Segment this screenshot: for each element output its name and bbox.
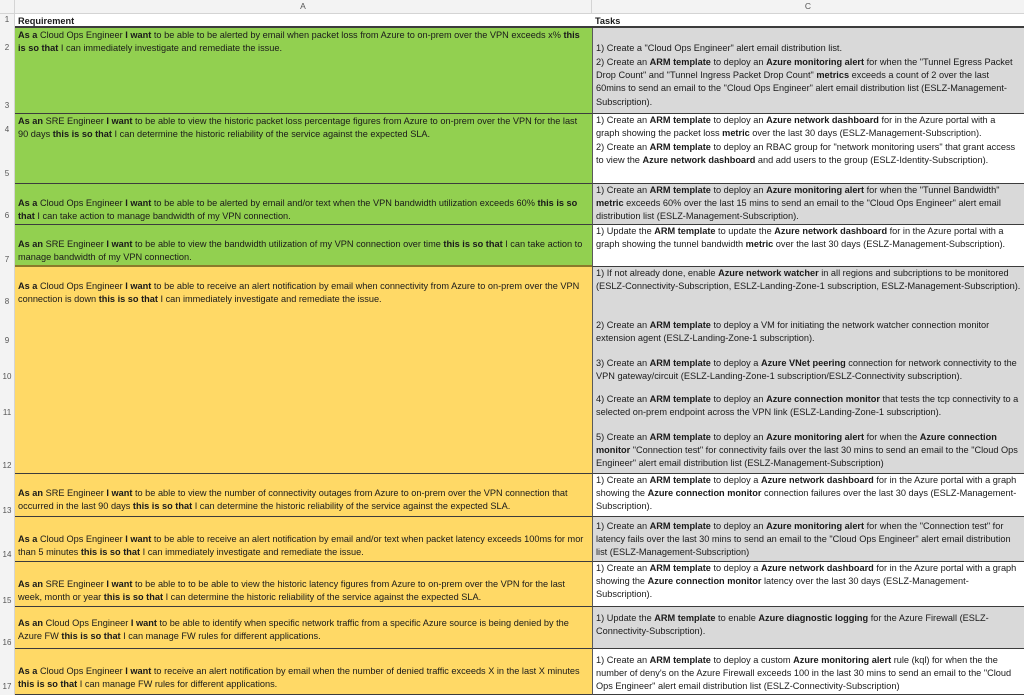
tasks-cell[interactable] (592, 114, 1024, 184)
row-number[interactable]: 3 (0, 101, 14, 110)
row-number[interactable]: 10 (0, 372, 14, 381)
task-item: 1) Create an ARM template to deploy a Azure network dashboard for in the Azure portal with a graph showing the Azure connection monitor connection failures over the last 30 days (ESLZ-Management-Subscription). (596, 475, 1017, 512)
task-item: 2) Create an ARM template to deploy an RBAC group for "network monitoring users" that grant access to view the Azure network dashboard and add users to the group (ESLZ-Identity-Subscription). (596, 142, 1016, 166)
task-item: 1) Create an ARM template to deploy a custom Azure monitoring alert rule (kql) for when the the number of deny's on the Azure Firewall exceeds 100 in the last 30 mins to send an email to the "Cloud Ops Engineer" alert email distribution list (ESLZ-Connectivity-Subscription) (596, 655, 1012, 692)
requirement-text: As a Cloud Ops Engineer I want to be able to be alerted by email and/or text when the VPN bandwidth utilization exceeds 60% this is so that I can take action to manage bandwidth of my VPN connection. (18, 198, 578, 222)
row-number[interactable]: 6 (0, 211, 14, 220)
task-item: 1) Create an ARM template to deploy an Azure monitoring alert for when the "Connection test" for latency fails over the last 30 mins to send an email to the "Cloud Ops Engineer" alert email distribution list (ESLZ-Management-Subscription) (596, 521, 1011, 558)
row-number[interactable]: 9 (0, 336, 14, 345)
task-item: 1) Create an ARM template to deploy an Azure monitoring alert for when the "Tunnel Bandwidth" metric exceeds 60% over the last 15 mins to send an email to the "Cloud Ops Engineer" alert email distribution list (ESLZ-Management-Subscription). (596, 185, 1001, 222)
task-item: 2) Create an ARM template to deploy a VM for initiating the network watcher connection monitor extension agent (ESLZ-Landing-Zone-1 subscription). (596, 320, 990, 344)
requirement-cell[interactable] (15, 28, 592, 114)
requirement-text: As an SRE Engineer I want to be able to view the historic packet loss percentage figures from Azure to on-prem over the VPN for the last 90 days this is so that I can determine the historic reliability of the service against the expected SLA. (18, 116, 578, 140)
requirement-text: As a Cloud Ops Engineer I want to be able to receive an alert notification by email when connectivity from Azure to on-prem over the VPN connection is down this is so that I can immediately investigate and remediate the issue. (18, 281, 580, 305)
requirement-cell[interactable] (15, 114, 592, 184)
requirement-cell[interactable] (15, 607, 592, 649)
tasks-cell[interactable] (592, 28, 1024, 114)
row-number[interactable]: 12 (0, 461, 14, 470)
task-item: 1) Create a "Cloud Ops Engineer" alert email distribution list. (596, 43, 843, 53)
row-header-column (0, 14, 15, 695)
tasks-cell[interactable] (592, 607, 1024, 649)
task-item: 1) Create an ARM template to deploy an Azure network dashboard for in the Azure portal with a graph showing the packet loss metric over the last 30 days (ESLZ-Management-Subscription). (596, 115, 996, 139)
row-number[interactable]: 7 (0, 255, 14, 264)
row-number[interactable]: 17 (0, 682, 14, 691)
row-number[interactable]: 14 (0, 550, 14, 559)
task-item: 1) If not already done, enable Azure network watcher in all regions and subcriptions to be monitored (ESLZ-Connectivity-Subscription, ESLZ-Landing-Zone-1 subscription, ESLZ-Management-Subscription). (596, 268, 1021, 292)
requirement-text: As a Cloud Ops Engineer I want to receive an alert notification by email when the number of denied traffic exceeds X in the last X minutes this is so that I can manage FW rules for different applications. (18, 666, 580, 690)
requirement-column-header[interactable]: Requirement (15, 14, 592, 28)
task-item: 5) Create an ARM template to deploy an Azure monitoring alert for when the Azure connection monitor "Connection test" for connectivity fails over the last 30 mins to send an email to the "Cloud Ops Engineer" alert email distribution list (ESLZ-Management-Subscription) (596, 432, 1018, 469)
task-item: 1) Update the ARM template to update the Azure network dashboard for in the Azure portal with a graph showing the tunnel bandwidth metric over the last 30 days (ESLZ-Management-Subscription). (596, 226, 1006, 250)
task-item: 2) Create an ARM template to deploy an Azure monitoring alert for when the "Tunnel Egress Packet Drop Count" and "Tunnel Ingress Packet Drop Count" metrics exceeds a count of 2 over the last 60mins to send an email to the "Cloud Ops Engineer" alert email distribution list (ESLZ-Management-Subscription). (596, 57, 1013, 107)
task-item: 1) Create an ARM template to deploy a Azure network dashboard for in the Azure portal with a graph showing the Azure connection monitor latency over the last 30 days (ESLZ-Management-Subscription). (596, 563, 1017, 600)
tasks-cell[interactable] (592, 225, 1024, 267)
tasks-cell[interactable] (592, 649, 1024, 695)
row-number[interactable]: 5 (0, 169, 14, 178)
row-number[interactable]: 8 (0, 297, 14, 306)
requirement-cell[interactable] (15, 517, 592, 562)
tasks-cell[interactable] (592, 267, 1024, 474)
row-number[interactable]: 15 (0, 596, 14, 605)
row-number[interactable]: 1 (0, 15, 14, 24)
tasks-cell[interactable] (592, 517, 1024, 562)
column-header-a[interactable]: A (15, 0, 592, 13)
task-item: 3) Create an ARM template to deploy a Azure VNet peering connection for network connectivity to the VPN gateway/circuit (ESLZ-Landing-Zone-1 subscription/ESLZ-Connectivity subscription). (596, 358, 1017, 382)
row-number[interactable]: 2 (0, 43, 14, 52)
requirement-cell[interactable] (15, 562, 592, 607)
requirement-text: As a Cloud Ops Engineer I want to be able to be alerted by email when packet loss from Azure to on-prem over the VPN exceeds x% this is so that I can immediately investigate and remediate the issue. (18, 30, 580, 54)
requirement-cell[interactable] (15, 184, 592, 225)
row-number[interactable]: 11 (0, 408, 14, 417)
select-all-corner[interactable] (0, 0, 15, 13)
requirement-text: As a Cloud Ops Engineer I want to be able to receive an alert notification by email and/or text when packet latency exceeds 100ms for mor than 5 minutes this is so that I can immediately investigate and remediate the issue. (18, 534, 584, 558)
row-number[interactable]: 13 (0, 506, 14, 515)
requirement-cell[interactable] (15, 267, 592, 474)
row-number[interactable]: 4 (0, 125, 14, 134)
tasks-column-header[interactable]: Tasks (592, 14, 1024, 28)
column-header-bar (0, 0, 1024, 14)
requirement-text: As an Cloud Ops Engineer I want to be able to identify when specific network traffic from a specific Azure source is being denied by the Azure FW this is so that I can manage FW rules for different applications. (18, 618, 569, 642)
requirement-text: As an SRE Engineer I want to be able to view the bandwidth utilization of my VPN connection over time this is so that I can take action to manage bandwidth of my VPN connection. (18, 239, 583, 263)
tasks-cell[interactable] (592, 474, 1024, 517)
column-header-c[interactable]: C (592, 0, 1024, 13)
requirement-cell[interactable] (15, 649, 592, 695)
requirement-cell[interactable] (15, 225, 592, 267)
tasks-cell[interactable] (592, 184, 1024, 225)
requirement-text: As an SRE Engineer I want to be able to view the number of connectivity outages from Azure to on-prem over the VPN connection that occurred in the last 90 days this is so that I can determine the historic reliability of the service against the expected SLA. (18, 488, 568, 512)
row-number[interactable]: 16 (0, 638, 14, 647)
requirement-cell[interactable] (15, 474, 592, 517)
task-item: 1) Update the ARM template to enable Azure diagnostic logging for the Azure Firewall (ESLZ-Connectivity-Subscription). (596, 613, 989, 637)
requirement-text: As an SRE Engineer I want to be able to to be able to view the historic latency figures from Azure to on-prem over the VPN for the last week, month or year this is so that I can determine the historic reliability of the service against the expected SLA. (18, 579, 565, 603)
task-item: 4) Create an ARM template to deploy an Azure connection monitor that tests the tcp connectivity to a selected on-prem endpoint across the VPN link (ESLZ-Landing-Zone-1 subscription). (596, 394, 1019, 418)
tasks-cell[interactable] (592, 562, 1024, 607)
